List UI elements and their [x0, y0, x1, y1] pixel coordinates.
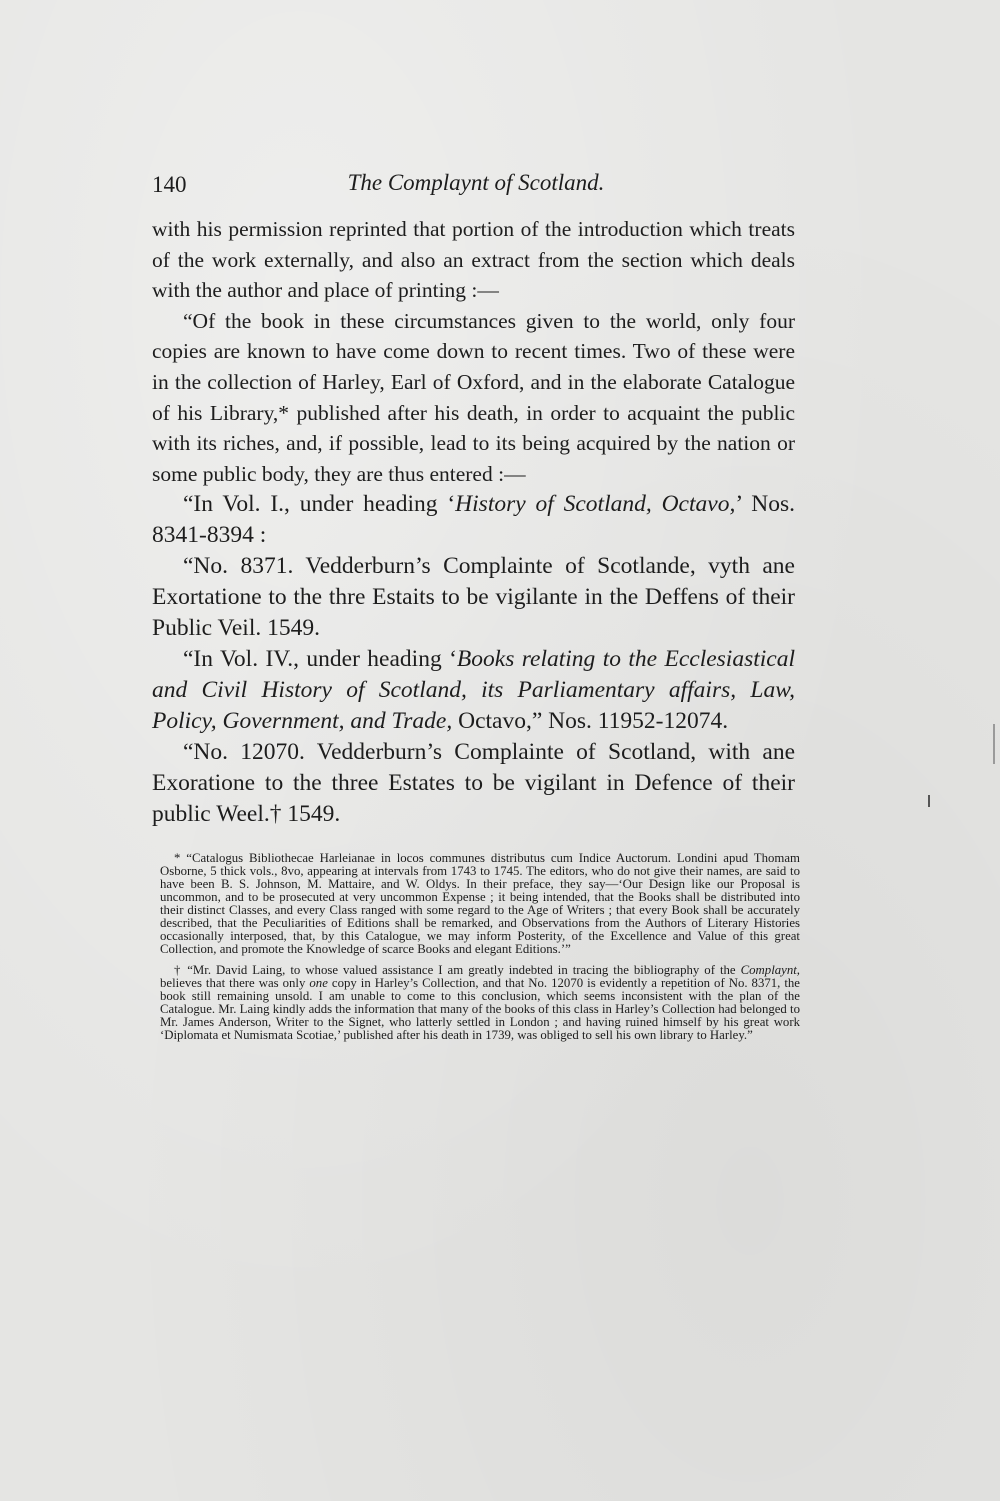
running-title: The Complaynt of Scotland. — [347, 170, 605, 195]
footnote-dagger — [160, 964, 800, 1042]
paragraph-quote-book: “Of the book in these circumstances given to the world, only four copies are known to have come down to recent times. Two of these were in the collection of Harley, Earl of Oxford, and in the elaborate Catalogue of his Library,* published after his death, in order to acquaint the public with its riches, and, if possible, lead to its being acquired by the nation or some public body, they are thus entered :— — [152, 308, 795, 486]
vol-four-numbers: Octavo,” Nos. 11952-12074. — [452, 708, 729, 735]
paragraph-vol-one — [152, 489, 795, 551]
footnotes — [160, 852, 800, 1050]
footnote-dagger-emphasis: one — [309, 976, 328, 990]
paragraph-continuation: with his permission reprinted that portion of the introduction which treats of the work externally, and also an extract from the section which deals with the author and place of printing :— — [152, 217, 795, 303]
paragraph-no-8371: “No. 8371. Vedderburn’s Complainte of Scotlande, vyth ane Exortatione to the thre Estaits to be vigilante in the Deffens of their Public Veil. 1549. — [152, 553, 795, 642]
paragraph-no-12070: “No. 12070. Vedderburn’s Complainte of Scotland, with ane Exoratione to the three Estates to be vigilant in Defence of their public Weel.† 1549. — [152, 739, 795, 828]
page-number: 140 — [152, 172, 187, 197]
footnote-asterisk: * “Catalogus Bibliothecae Harleianae in locos communes distributus cum Indice Auctorum. Londini apud Thomam Osborne, 5 thick vols., 8vo, appearing at intervals from 1743 to 1745. The editors, who do not give their names, are said to have been B. S. Johnson, M. Mattaire, and W. Oldys. In their preface, they say—‘Our Design like our Proposal is uncommon, and to be prosecuted at very uncommon Expense ; it being intended, that the Books shall be distributed into their distinct Classes, and every Class ranged with some regard to the Age of Writers ; that every Book shall be accurately described, that the Peculiarities of Editions shall be remarked, and Observations from the Authors of Literary Histories occasionally interposed, that, by this Catalogue, we may inform Posterity, of the Excellence and Value of this great Collection, and promote the Knowledge of scarce Books and elegant Editions.’” — [160, 851, 800, 956]
footnote-dagger-part2: believes that there was only — [160, 976, 310, 990]
footnote-dagger-part1: † “Mr. David Laing, to whose valued assistance I am greatly indebted in tracing the bibliography of the — [174, 963, 741, 977]
page-edge-mark — [993, 724, 995, 764]
vol-one-lead: “In Vol. I., under heading ‘ — [183, 491, 456, 518]
main-text — [152, 214, 795, 830]
page-header — [152, 168, 800, 202]
margin-mark — [928, 795, 930, 807]
footnote-dagger-title: Complaynt, — [740, 963, 800, 977]
vol-four-lead: “In Vol. IV., under heading ‘ — [183, 646, 457, 673]
vol-one-heading: History of Scotland, Octavo, — [455, 491, 736, 518]
footnote-dagger-part3: copy in Harley’s Collection, and that No. 12070 is evidently a repetition of No. 8371, the book still remaining unsold. I am unable to come to this conclusion, which seems inconsistent with the plan of the Catalogue. Mr. Laing kindly adds the information that many of the books of this class in Harley’s Collection had belonged to Mr. James Anderson, Writer to the Signet, who latterly settled in London ; and having ruined himself by his great work ‘Diplomata et Numismata Scotiae,’ published after his death in 1739, was obliged to sell his own library to Harley.” — [160, 976, 800, 1042]
vol-one-numbers: ’ Nos. 8341-8394 : — [152, 491, 795, 549]
paragraph-vol-four — [152, 644, 795, 737]
vol-four-heading: Books relating to the Ecclesiastical and Civil History of Scotland, its Parliamentary affairs, Law, Policy, Government, and Trade, — [152, 646, 795, 735]
